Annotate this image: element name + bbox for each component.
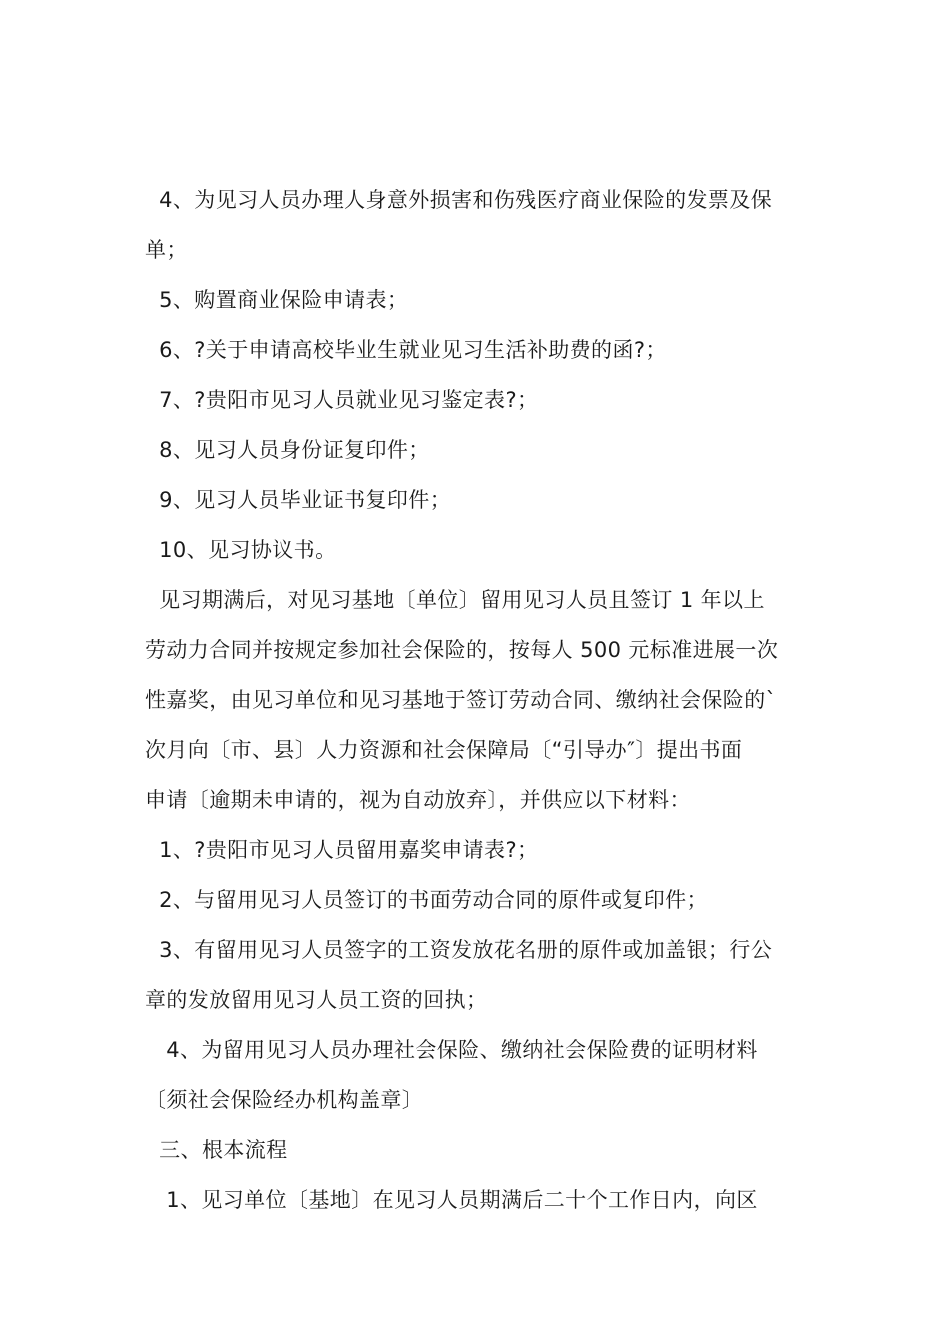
paragraph-line: 5、购置商业保险申请表； (145, 288, 409, 312)
paragraph-line: 〔须社会保险经办机构盖章〕 (145, 1088, 424, 1112)
paragraph-line: 见习期满后，对见习基地〔单位〕留用见习人员且签订 1 年以上 (145, 588, 765, 612)
paragraph-line: 1、?贵阳市见习人员留用嘉奖申请表?； (145, 838, 539, 862)
paragraph-line: 1、见习单位〔基地〕在见习人员期满后二十个工作日内，向区 (145, 1188, 758, 1212)
section-heading: 三、根本流程 (145, 1138, 288, 1162)
paragraph-line: 3、有留用见习人员签字的工资发放花名册的原件或加盖银；行公 (145, 938, 773, 962)
paragraph-line: 10、见习协议书。 (145, 538, 337, 562)
paragraph-line: 9、见习人员毕业证书复印件； (145, 488, 452, 512)
paragraph-line: 章的发放留用见习人员工资的回执； (145, 988, 488, 1012)
paragraph-line: 次月向〔市、县〕人力资源和社会保障局〔“引导办″〕提出书面 (145, 738, 743, 762)
paragraph-line: 单； (145, 238, 188, 262)
paragraph-line: 4、为留用见习人员办理社会保险、缴纳社会保险费的证明材料 (145, 1038, 758, 1062)
paragraph-line: 7、?贵阳市见习人员就业见习鉴定表?； (145, 388, 539, 412)
paragraph-line: 6、?关于申请高校毕业生就业见习生活补助费的函?； (145, 338, 667, 362)
paragraph-line: 4、为见习人员办理人身意外损害和伤残医疗商业保险的发票及保 (145, 188, 773, 212)
paragraph-line: 性嘉奖，由见习单位和见习基地于签订劳动合同、缴纳社会保险的` (145, 688, 777, 712)
paragraph-line: 申请〔逾期未申请的，视为自动放弃〕，并供应以下材料： (145, 788, 691, 812)
paragraph-line: 2、与留用见习人员签订的书面劳动合同的原件或复印件； (145, 888, 708, 912)
paragraph-line: 劳动力合同并按规定参加社会保险的，按每人 500 元标准进展一次 (145, 638, 779, 662)
paragraph-line: 8、见习人员身份证复印件； (145, 438, 430, 462)
